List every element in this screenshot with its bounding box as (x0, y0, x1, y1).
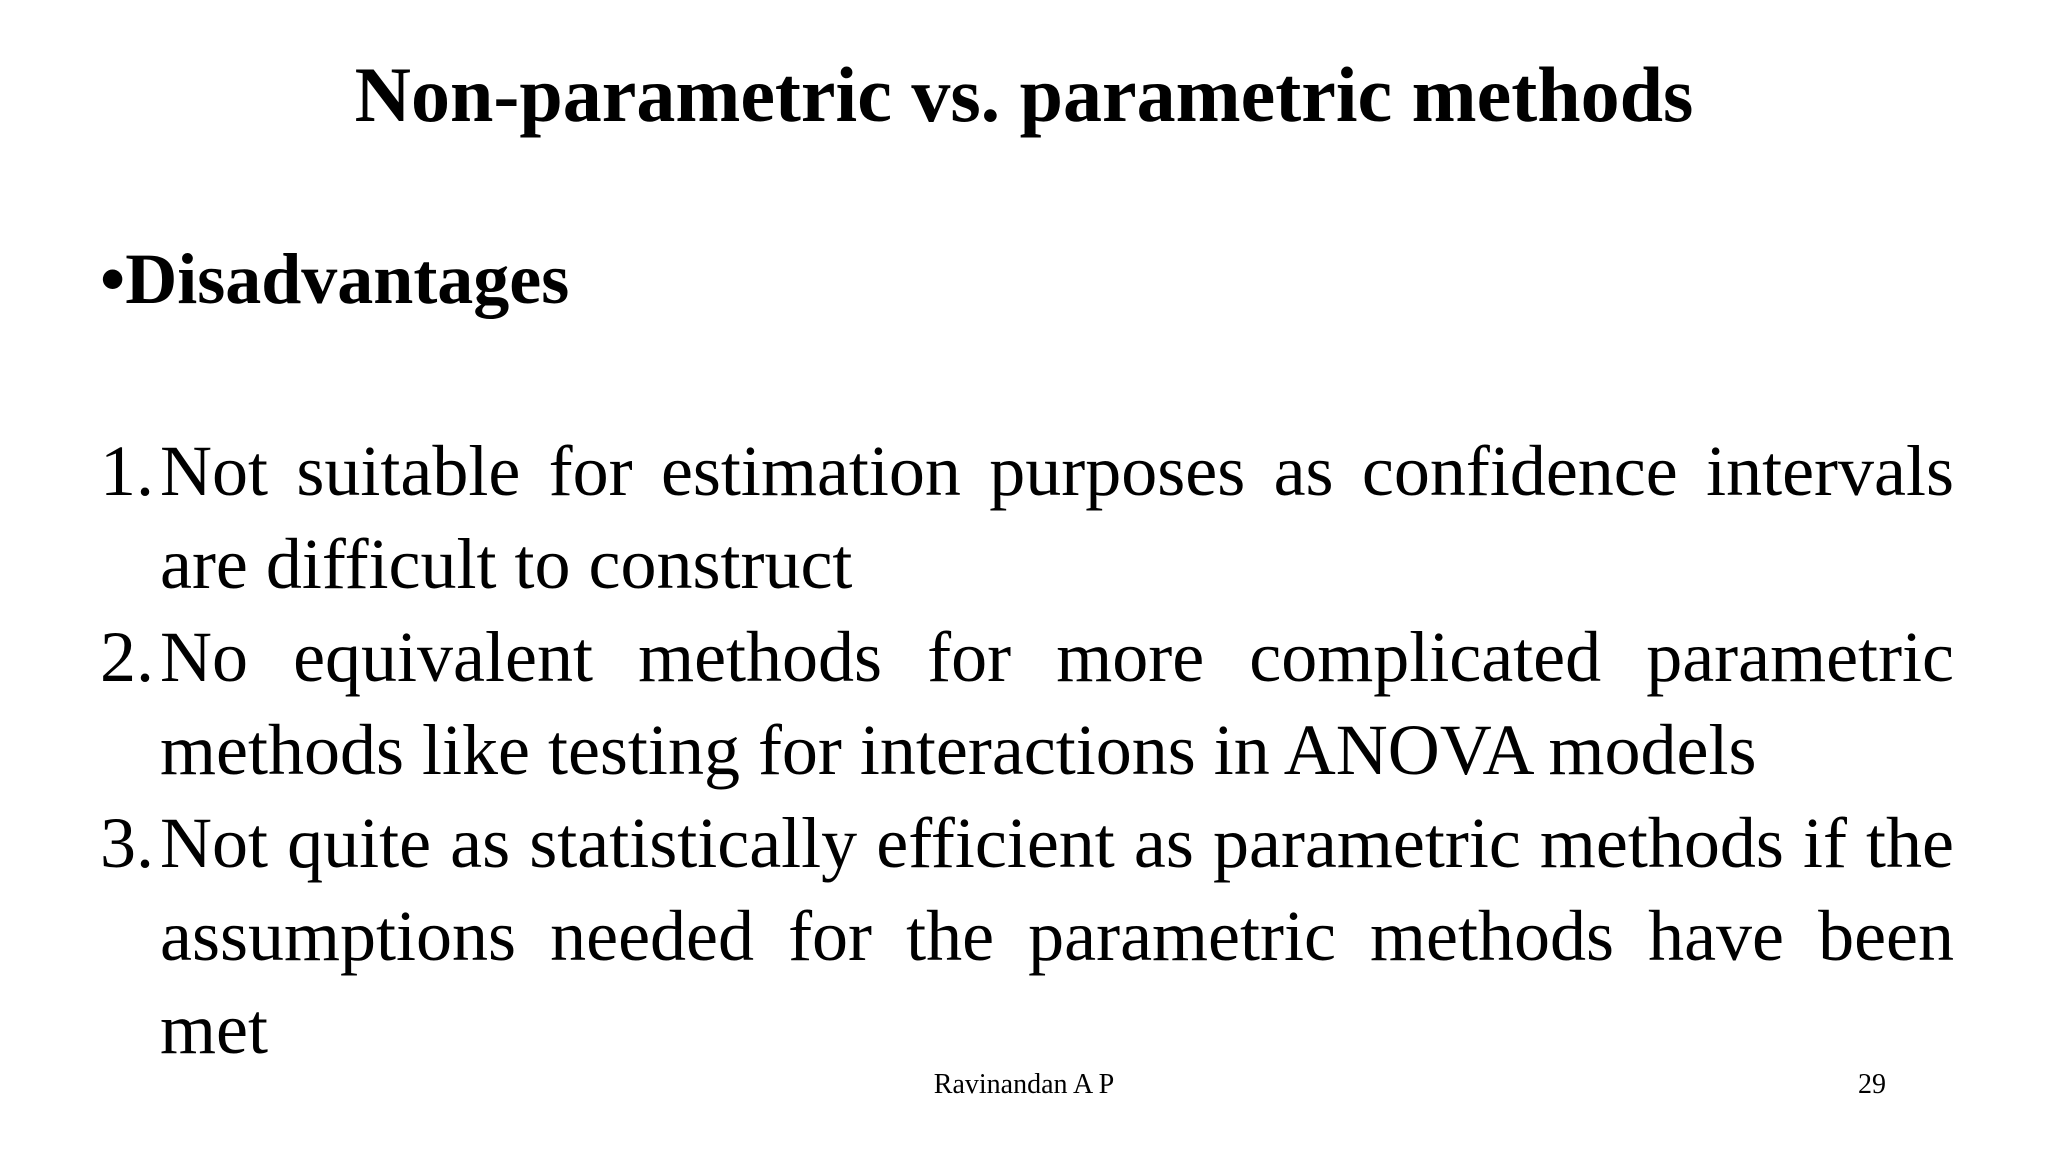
list-item (100, 611, 1954, 797)
list-item-number: 1. (100, 431, 154, 511)
list-item-text: No equivalent methods for more complicated parametric methods like testing for interactions in ANOVA models (160, 617, 1954, 790)
list-item-text: Not quite as statistically efficient as parametric methods if the assumptions needed for the parametric methods have been met (160, 803, 1954, 1069)
list-item (100, 425, 1954, 611)
list-item (100, 797, 1954, 1076)
disadvantages-list (100, 425, 1954, 1076)
list-item-number: 2. (100, 617, 154, 697)
list-item-number: 3. (100, 803, 154, 883)
page-number: 29 (1858, 1069, 1886, 1100)
section-heading: •Disadvantages (100, 239, 570, 319)
list-item-text: Not suitable for estimation purposes as confidence intervals are difficult to construct (160, 431, 1954, 604)
footer-author: Ravinandan A P (933, 1069, 1115, 1100)
slide-title: Non-parametric vs. parametric methods (354, 51, 1694, 138)
